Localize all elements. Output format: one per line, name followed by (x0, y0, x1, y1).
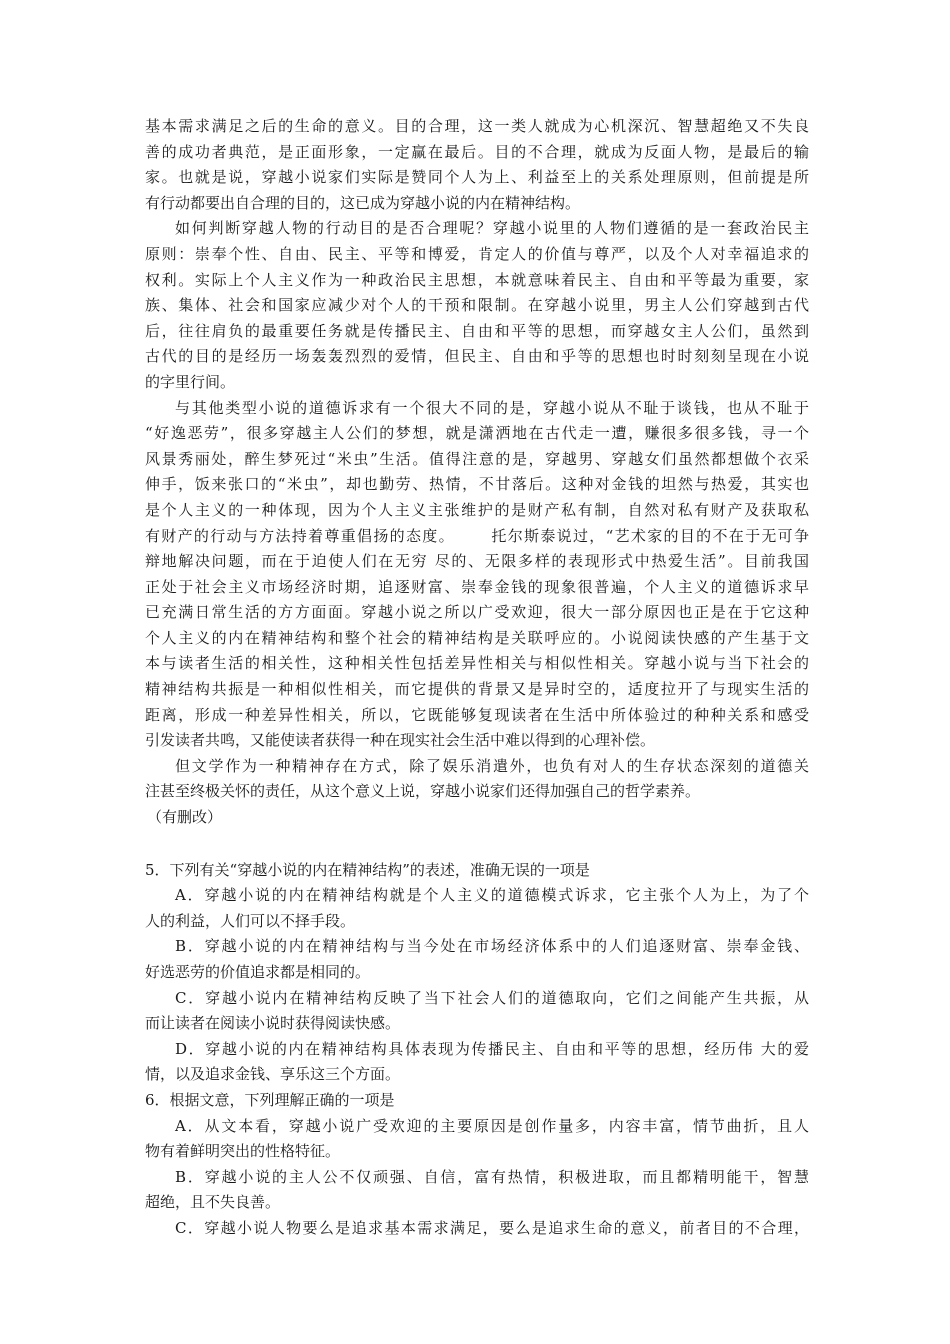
text-line: 精神结构共振是一种相似性相关，而它提供的背景又是异时空的，适度拉开了与现实生活的 (145, 680, 809, 699)
text-line: 族、集体、社会和国家应减少对个人的干预和限制。在穿越小说里，男主人公们穿越到古代 (145, 296, 809, 315)
question-5-option-b: B．穿越小说的内在精神结构与当今处在市场经济体系中的人们追逐财富、崇奉金钱、 (175, 937, 809, 956)
text-line: 权利。实际上个人主义作为一种政治民主思想，本就意味着民主、自由和平等最为重要，家 (145, 270, 809, 289)
text-line: 辩地解决问题，而在于迫使人们在无穷 尽的、无限多样的表现形式中热爱生活”。目前我国 (145, 552, 809, 571)
document-page (145, 114, 809, 1242)
text-line: 原则：崇奉个性、自由、民主、平等和博爱，肯定人的价值与尊严，以及个人对幸福追求的 (145, 244, 809, 263)
text-line: 有行动都要出自合理的目的，这已成为穿越小说的内在精神结构。 (145, 193, 581, 212)
question-6-stem: 6．根据文意，下列理解正确的一项是 (145, 1090, 395, 1109)
text-line: 与其他类型小说的道德诉求有一个很大不同的是，穿越小说从不耻于谈钱，也从不耻于 (175, 398, 809, 417)
question-6-option-b: B．穿越小说的主人公不仅顽强、自信，富有热情，积极进取，而且都精明能干，智慧 (175, 1167, 809, 1186)
text-line: 注甚至终极关怀的责任，从这个意义上说，穿越小说家们还得加强自己的哲学素养。 (145, 782, 701, 801)
text-line: 好选恶劳的价值追求都是相同的。 (145, 963, 371, 981)
text-line: 古代的目的是经历一场轰轰烈烈的爱情，但民主、自由和乎等的思想也时时刻刻呈现在小说 (145, 347, 809, 366)
question-5-option-d: D．穿越小说的内在精神结构具体表现为传播民主、自由和平等的思想，经历伟 大的爱 (175, 1039, 809, 1058)
text-line: 而让读者在阅读小说时获得阅读快感。 (145, 1014, 401, 1033)
text-line: 是个人主义的一种体现，因为个人主义主张维护的是财产私有制，自然对私有财产及获取私 (145, 500, 809, 519)
text-line: 本与读者生活的相关性，这种相关性包括差异性相关与相似性相关。穿越小说与当下社会的 (145, 654, 809, 673)
text-line: 的字里行间。 (145, 372, 236, 391)
question-6-option-a: A．从文本看，穿越小说广受欢迎的主要原因是创作量多，内容丰富，情节曲折，且人 (175, 1116, 809, 1135)
question-5-stem: 5．下列有关“穿越小说的内在精神结构”的表述，准确无误的一项是 (145, 860, 590, 879)
spacer (145, 831, 809, 858)
text-line: 家。也就是说，穿越小说家们实际是赞同个人为上、利益至上的关系处理原则，但前提是所 (145, 168, 809, 187)
text-line: “好逸恶劳”，很多穿越主人公们的梦想，就是潇洒地在古代走一遭，赚很多很多钱，寻一个 (145, 424, 809, 443)
question-6-option-c: C．穿越小说人物要么是追求基本需求满足，要么是追求生命的意义，前者目的不合理， (175, 1218, 809, 1237)
text-line: 如何判断穿越人物的行动目的是否合理呢？穿越小说里的人物们遵循的是一套政治民主 (175, 219, 809, 238)
text-line: 物有着鲜明突出的性格特征。 (145, 1142, 341, 1161)
text-line: 人的利益，人们可以不择手段。 (145, 911, 356, 930)
text-line: 超绝，且不失良善。 (145, 1193, 281, 1212)
text-line: 后，往往肩负的最重要任务就是传播民主、自由和平等的思想，而穿越女主人公们，虽然到 (145, 321, 809, 340)
source-note: （有删改） (147, 808, 223, 827)
question-5-option-a: A．穿越小说的内在精神结构就是个人主义的道德模式诉求，它主张个人为上，为了个 (175, 886, 809, 905)
question-5-option-c: C．穿越小说内在精神结构反映了当下社会人们的道德取向，它们之间能产生共振，从 (175, 988, 809, 1007)
text-line: 但文学作为一种精神存在方式，除了娱乐消遣外，也负有对人的生存状态深刻的道德关 (175, 756, 809, 775)
text-line: 基本需求满足之后的生命的意义。目的合理，这一类人就成为心机深沉、智慧超绝又不失良 (145, 117, 809, 135)
text-line: 情，以及追求金钱、享乐这三个方面。 (145, 1065, 401, 1084)
text-line: 已充满日常生活的方方面面。穿越小说之所以广受欢迎，很大一部分原因也正是在于它这种 (145, 603, 809, 622)
text-line: 善的成功者典范，是正面形象，一定赢在最后。目的不合理，就成为反面人物，是最后的输 (145, 142, 809, 161)
text-line: 正处于社会主义市场经济时期，追逐财富、崇奉金钱的现象很普遍，个人主义的道德诉求早 (145, 577, 809, 596)
text-line: 伸手，饭来张口的“米虫”，却也勤劳、热情，不甘落后。这种对金钱的坦然与热爱，其实也 (145, 475, 809, 494)
text-line: 距离，形成一种差异性相关，所以，它既能够复现读者在生活中所体验过的种种关系和感受 (145, 705, 809, 724)
text-line: 有财产的行动与方法持着尊重倡扬的态度。 托尔斯泰说过，“艺术家的目的不在于无可争 (145, 526, 809, 545)
text-line: 个人主义的内在精神结构和整个社会的精神结构是关联呼应的。小说阅读快感的产生基于文 (145, 628, 809, 647)
text-line: 风景秀丽处，醉生梦死过“米虫”生活。值得注意的是，穿越男、穿越女们虽然都想做个衣采 (145, 449, 809, 468)
text-line: 引发读者共鸣，又能使读者获得一种在现实社会生活中难以得到的心理补偿。 (145, 731, 656, 750)
